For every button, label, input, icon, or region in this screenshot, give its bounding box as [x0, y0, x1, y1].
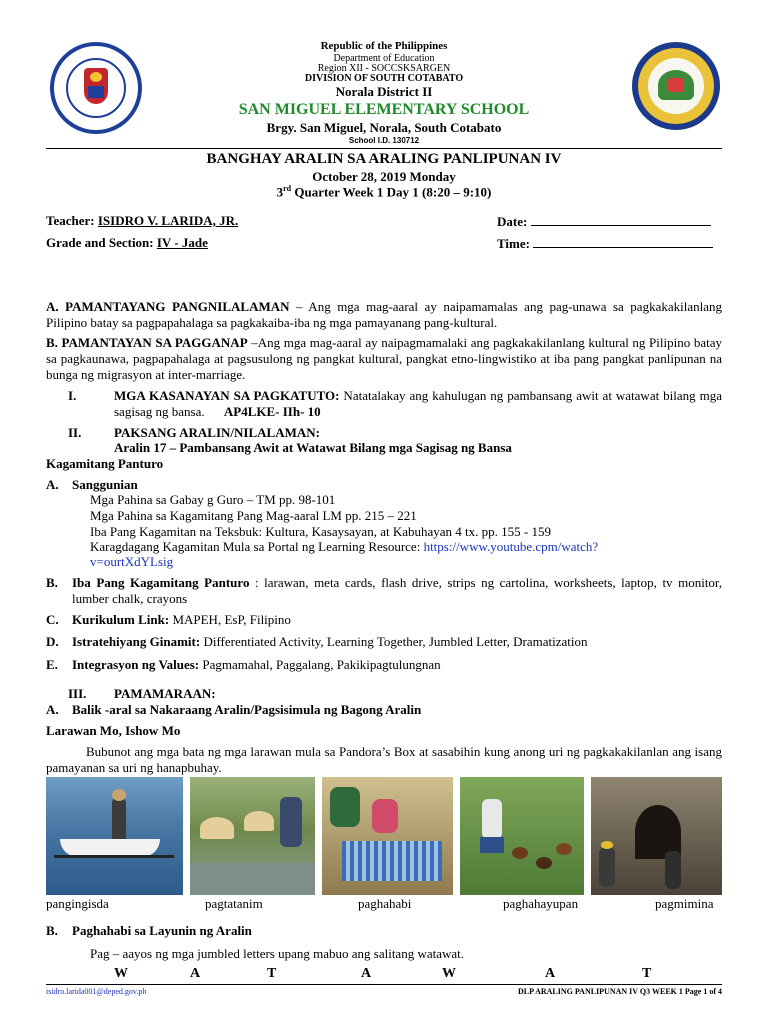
pamamaraan-head: PAMAMARAAN:: [114, 686, 216, 701]
school-id: School I.D. 130712: [348, 136, 420, 145]
jumbled-letter: A: [545, 966, 556, 981]
kurikulum-link: Kurikulum Link: MAPEH, EsP, Filipino: [72, 612, 291, 627]
aralin-title: Aralin 17 – Pambansang Awit at Watawat Bilang mga Sagisag ng Bansa: [114, 440, 512, 455]
jumbled-letter: W: [442, 966, 456, 981]
lesson-date: October 28, 2019 Monday: [312, 169, 456, 184]
footer-email[interactable]: isidro.larida001@deped.gov.ph: [46, 987, 147, 996]
jumbled-letter: A: [190, 966, 201, 981]
integrasyon-ng-values: Integrasyon ng Values: Pagmamahal, Paggalang, Pakikipagtulungnan: [72, 657, 441, 672]
pamantayang-pangnilalaman: A. PAMANTAYANG PANGNILALAMAN – Ang mga mag-aaral ay naipamamalas ang pag-unawa sa pagkakakilanlang Pilipino batay sa pagpapahalaga sa pagkakaiba-iba ng mga pamayanang pang-kultural.: [46, 299, 722, 330]
larawan-instructions: Bubunot ang mga bata ng mga larawan mula sa Pandora’s Box at sasabihin kung anong uri ng pagkakakilanlan ang isang pamayanan sa uri ng hanapbuhay.: [46, 744, 722, 775]
sanggunian-head: Sanggunian: [72, 477, 138, 492]
teacher-line: Teacher: ISIDRO V. LARIDA, JR.: [46, 213, 239, 228]
section-ii-number: II.: [68, 425, 82, 440]
date-field: Date:: [497, 213, 711, 230]
division-text: DIVISION OF SOUTH COTABATO: [304, 73, 464, 84]
paksang-aralin-head: PAKSANG ARALIN/NILALAMAN:: [114, 425, 320, 440]
jumbled-letter: T: [642, 966, 652, 981]
mining-photo: [591, 777, 722, 895]
balik-aral-letter: A.: [46, 702, 59, 717]
kasanayan-sa-pagkatuto: MGA KASANAYAN SA PAGKATUTO: Natatalakay ang kahulugan ng pambansang awit at watawat bilang mga sagisag ng bansa. AP4LKE- IIh- 10: [114, 388, 722, 419]
weaving-photo: [322, 777, 453, 895]
portal-line: Karagdagang Kagamitan Mula sa Portal ng Learning Resource: https://www.youtube.cpm/watch?: [90, 539, 599, 554]
paghahabi-layunin-head: Paghahabi sa Layunin ng Aralin: [72, 923, 252, 938]
section-i-number: I.: [68, 388, 77, 403]
farming-photo: [190, 777, 315, 895]
republic-text: Republic of the Philippines: [320, 40, 448, 52]
iba-pang-letter: B.: [46, 575, 58, 590]
youtube-link-continued[interactable]: v=ourtXdYLsig: [90, 554, 174, 569]
jumbled-letter: W: [114, 966, 128, 981]
school-address: Brgy. San Miguel, Norala, South Cotabato: [266, 120, 502, 135]
lesson-title: BANGHAY ARALIN SA ARALING PANLIPUNAN IV: [206, 151, 562, 167]
jumbled-letter: A: [361, 966, 372, 981]
istratehiya-letter: D.: [46, 634, 59, 649]
time-field: Time:: [497, 235, 713, 252]
sanggunian-letter: A.: [46, 477, 59, 492]
caption-pangingisda: pangingisda: [46, 896, 109, 911]
pamantayan-sa-pagganap: B. PAMANTAYAN SA PAGGANAP –Ang mga mag-aaral ay naipagmamalaki ang pagkakakilanlang kultural ng Pilipino batay sa pagkaunawa, pagpapahalaga at pagsusulong ng pangkat kultural, pangkat etno-lingwistiko at iba pang pangkat panlipunan na bunga ng migrasyon at inter-marriage.: [46, 335, 722, 382]
livestock-photo: [460, 777, 584, 895]
iba-pang-kagamitan: Iba Pang Kagamitang Panturo : larawan, meta cards, flash drive, strips ng cartolina, worksheets, laptop, tv monitor, lumber chalk, crayons: [72, 575, 722, 606]
jumbled-instructions: Pag – aayos ng mga jumbled letters upang mabuo ang salitang watawat.: [90, 946, 465, 961]
grade-line: Grade and Section: IV - Jade: [46, 235, 208, 250]
caption-paghahabi: paghahabi: [358, 896, 412, 911]
larawan-activity-title: Larawan Mo, Ishow Mo: [46, 723, 181, 738]
district-text: Norala District II: [335, 84, 433, 99]
fishing-photo: [46, 777, 183, 895]
teacher-name: ISIDRO V. LARIDA, JR.: [97, 213, 239, 228]
header-divider: [46, 148, 722, 149]
kurikulum-letter: C.: [46, 612, 59, 627]
istratehiyang-ginamit: Istratehiyang Ginamit: Differentiated Activity, Learning Together, Jumbled Letter, Dramatization: [72, 634, 588, 649]
caption-pagtatanim: pagtatanim: [205, 896, 263, 911]
youtube-link[interactable]: https://www.youtube.cpm/watch?: [423, 539, 599, 554]
lesson-quarter: 3rd Quarter Week 1 Day 1 (8:20 – 9:10): [276, 184, 492, 200]
section-iii-number: III.: [68, 686, 87, 701]
sanggunian-item: Mga Pahina sa Gabay g Guro – TM pp. 98-101: [90, 492, 336, 507]
jumbled-letter: T: [267, 966, 277, 981]
department-text: Department of Education: [333, 53, 435, 64]
kagamitang-panturo-head: Kagamitang Panturo: [46, 456, 164, 471]
region-text: Region XII - SOCCSKSARGEN: [317, 63, 451, 74]
sanggunian-list: [90, 492, 551, 540]
paghahabi-letter: B.: [46, 923, 58, 938]
grade-section: IV - Jade: [156, 235, 208, 250]
footer-divider: [46, 984, 722, 985]
caption-paghahayupan: paghahayupan: [503, 896, 579, 911]
school-name: SAN MIGUEL ELEMENTARY SCHOOL: [238, 101, 530, 118]
footer-page-info: DLP ARALING PANLIPUNAN IV Q3 WEEK 1 Page 1 of 4: [517, 987, 722, 996]
integrasyon-letter: E.: [46, 657, 58, 672]
caption-pagmimina: pagmimina: [655, 896, 714, 911]
balik-aral-head: Balik -aral sa Nakaraang Aralin/Pagsisimula ng Bagong Aralin: [72, 702, 422, 717]
sanggunian-item: Iba Pang Kagamitan na Teksbuk: Kultura, Kasaysayan, at Kabuhayan 4 tx. pp. 155 - 159: [90, 524, 551, 539]
sanggunian-item: Mga Pahina sa Kagamitang Pang Mag-aaral LM pp. 215 – 221: [90, 508, 417, 523]
